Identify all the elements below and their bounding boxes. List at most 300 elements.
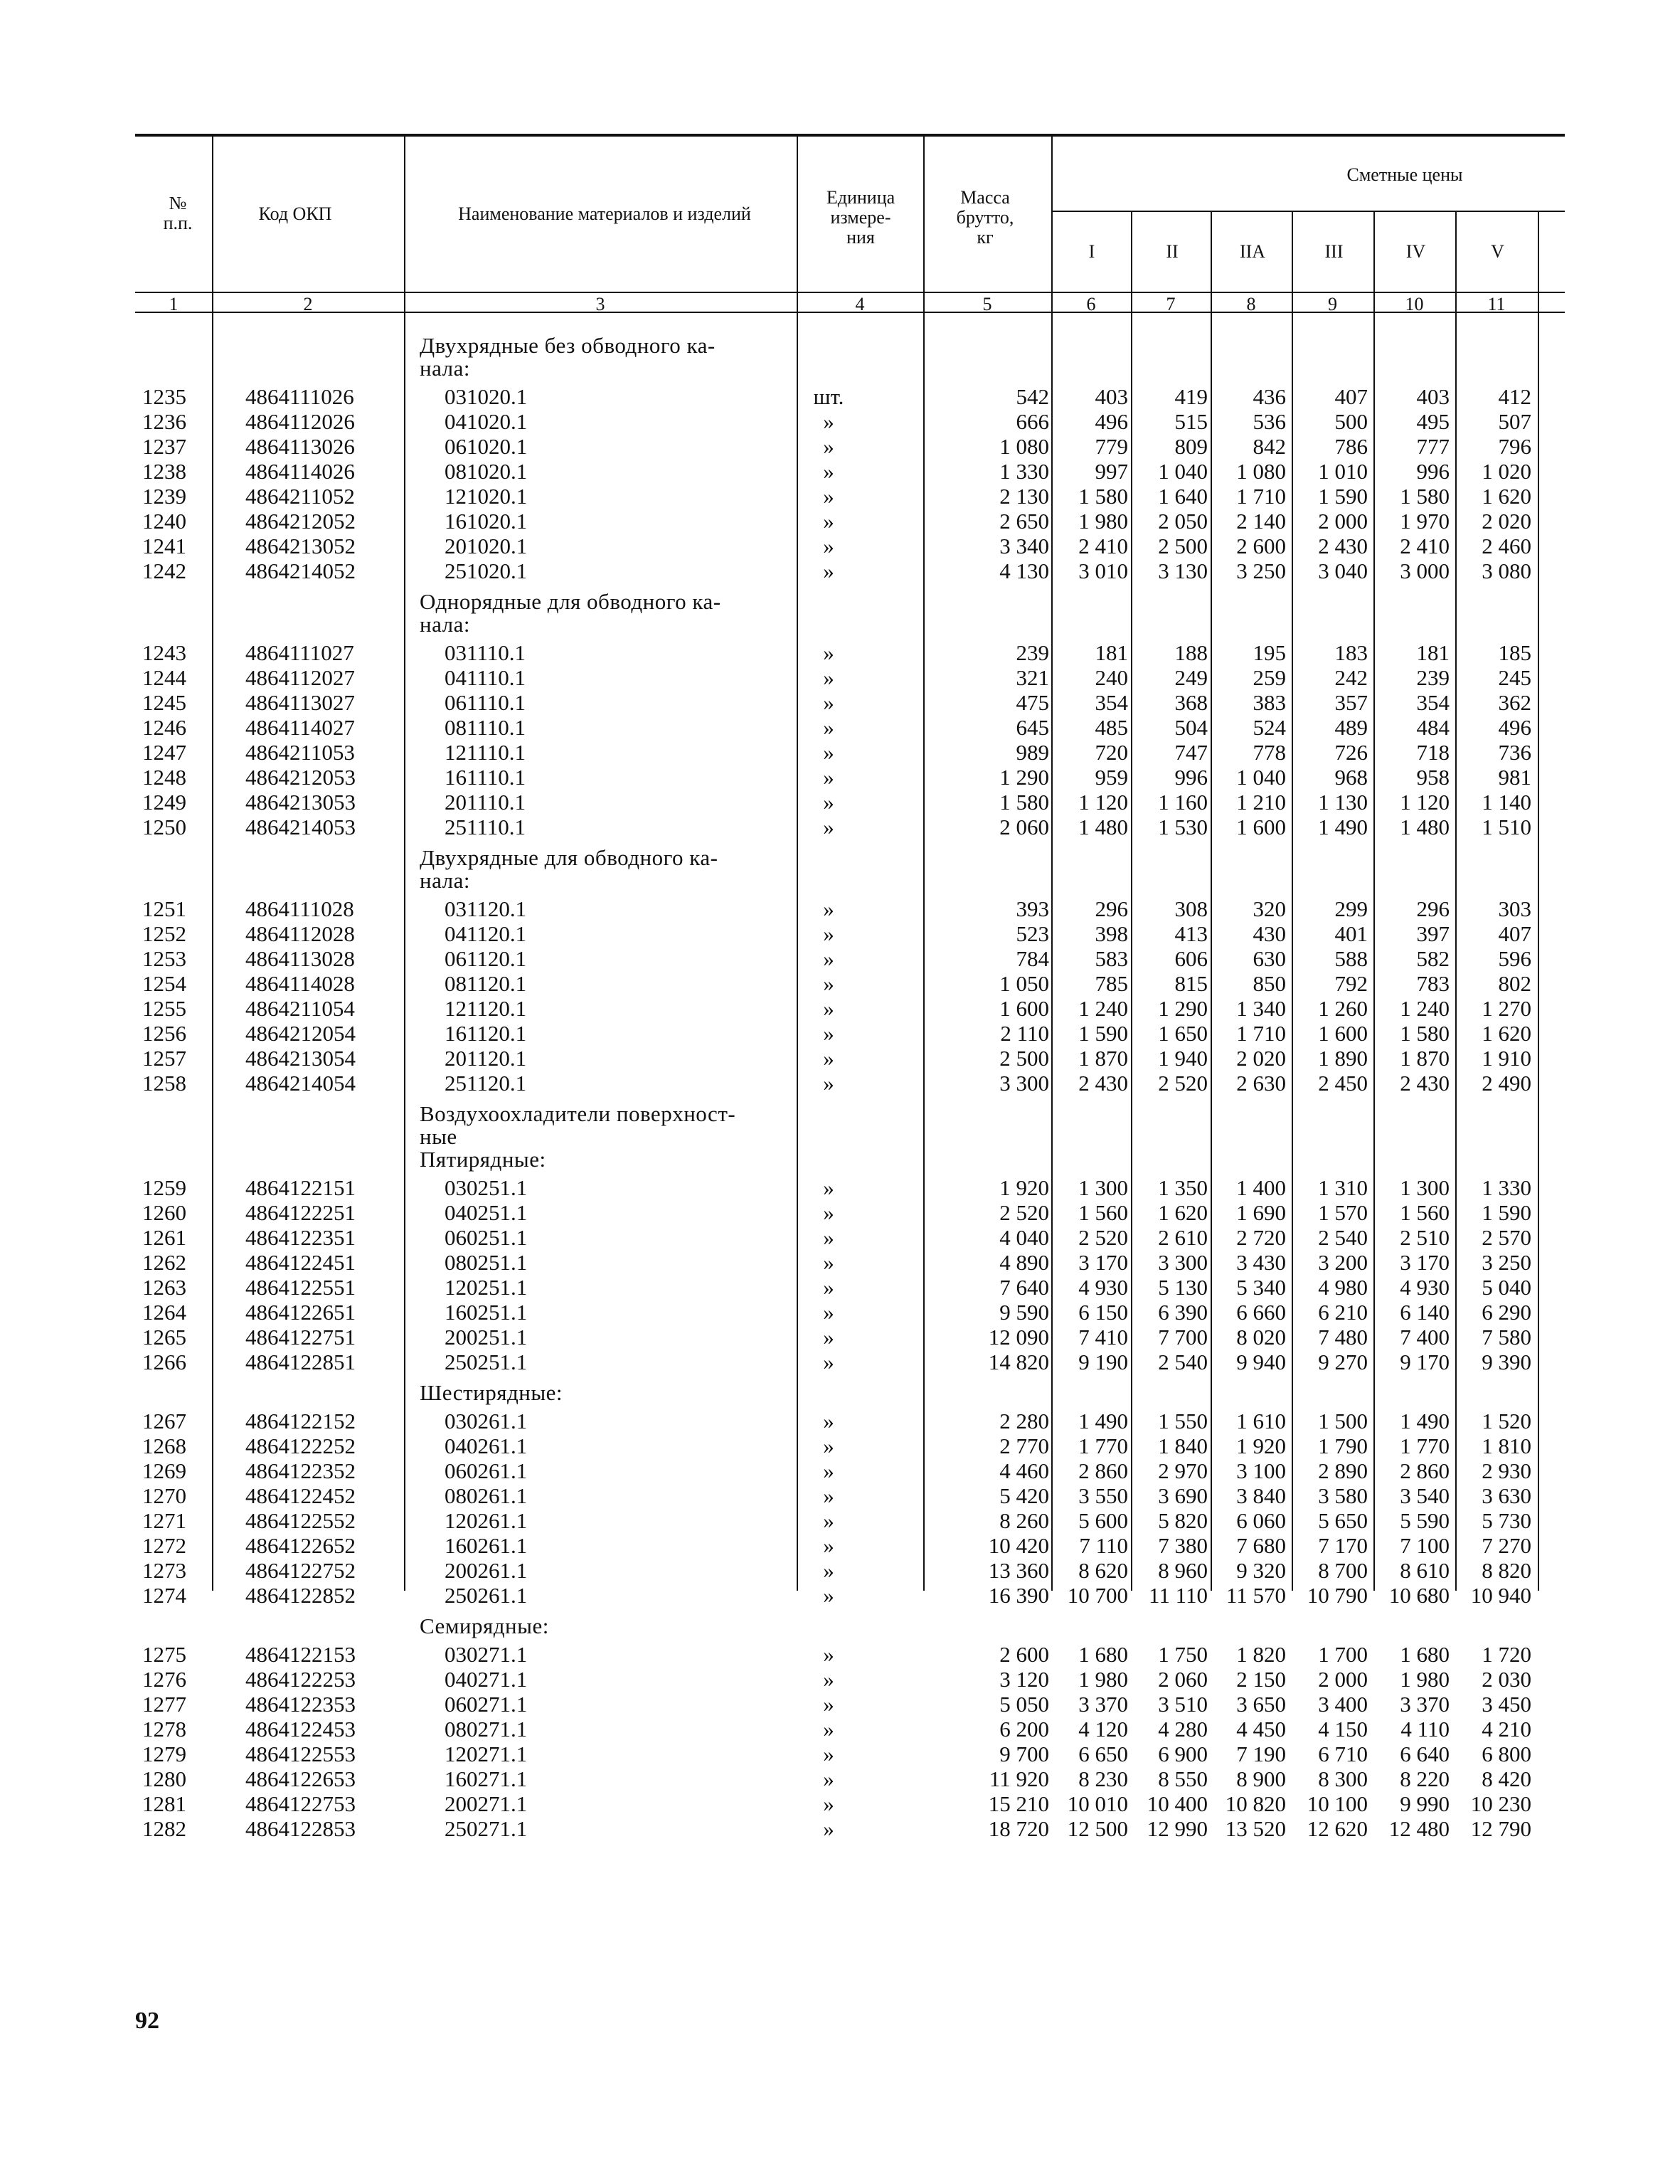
row-price-3: 9 940 — [1236, 1350, 1286, 1374]
row-price-1: 1 680 — [1078, 1642, 1128, 1667]
row-mass: 1 290 — [999, 765, 1049, 790]
row-name: 251020.1 — [445, 558, 528, 583]
section-title: Воздухоохладители поверхност- ные Пятирядные: — [420, 1101, 736, 1172]
row-price-1: 4 930 — [1078, 1275, 1128, 1300]
row-price-3: 1 080 — [1236, 459, 1286, 484]
table-row — [135, 690, 1565, 715]
row-code: 4864122453 — [245, 1717, 356, 1742]
row-price-5: 718 — [1416, 740, 1450, 765]
row-num: 1268 — [142, 1433, 186, 1458]
row-name: 080271.1 — [445, 1717, 528, 1742]
row-unit: » — [823, 1766, 834, 1791]
row-price-4: 401 — [1334, 921, 1368, 946]
row-name: 161120.1 — [445, 1021, 527, 1046]
row-price-2: 8 960 — [1158, 1558, 1208, 1583]
row-code: 4864113026 — [245, 434, 355, 459]
row-price-3: 2 600 — [1236, 534, 1286, 558]
row-price-2: 606 — [1174, 946, 1208, 971]
header-unit: Единица измере- ния — [826, 187, 895, 248]
row-unit: » — [823, 946, 834, 971]
row-price-2: 2 050 — [1158, 509, 1208, 534]
row-price-6: 4 210 — [1482, 1717, 1531, 1742]
row-price-5: 397 — [1416, 921, 1450, 946]
row-price-2: 1 290 — [1158, 996, 1208, 1021]
row-price-6: 3 450 — [1482, 1692, 1531, 1717]
row-price-1: 2 520 — [1078, 1225, 1128, 1250]
row-name: 201020.1 — [445, 534, 528, 558]
row-price-1: 3 550 — [1078, 1483, 1128, 1508]
row-price-3: 8 020 — [1236, 1325, 1286, 1350]
row-price-6: 7 580 — [1482, 1325, 1531, 1350]
row-price-6: 596 — [1498, 946, 1531, 971]
row-price-2: 1 650 — [1158, 1021, 1208, 1046]
colnum-6: 6 — [1086, 294, 1096, 314]
row-price-3: 536 — [1253, 409, 1286, 434]
row-name: 120251.1 — [445, 1275, 528, 1300]
row-price-5: 4 930 — [1400, 1275, 1450, 1300]
row-mass: 321 — [1016, 665, 1049, 690]
row-code: 4864212054 — [245, 1021, 356, 1046]
row-price-2: 1 840 — [1158, 1433, 1208, 1458]
row-num: 1277 — [142, 1692, 186, 1717]
table-row — [135, 484, 1565, 509]
row-mass: 8 260 — [999, 1508, 1049, 1533]
colnum-10: 10 — [1405, 294, 1424, 314]
row-num: 1272 — [142, 1533, 186, 1558]
row-code: 4864212052 — [245, 509, 356, 534]
row-price-6: 245 — [1498, 665, 1531, 690]
row-price-1: 8 620 — [1078, 1558, 1128, 1583]
row-code: 4864122653 — [245, 1766, 356, 1791]
row-price-4: 1 570 — [1318, 1200, 1368, 1225]
table-row — [135, 1046, 1565, 1071]
row-price-6: 1 590 — [1482, 1200, 1531, 1225]
row-unit: » — [823, 1667, 834, 1692]
row-code: 4864113028 — [245, 946, 355, 971]
row-num: 1240 — [142, 509, 186, 534]
row-price-2: 11 110 — [1149, 1583, 1208, 1608]
row-price-5: 1 560 — [1400, 1200, 1450, 1225]
row-price-5: 8 220 — [1400, 1766, 1450, 1791]
row-price-5: 783 — [1416, 971, 1450, 996]
row-price-6: 736 — [1498, 740, 1531, 765]
row-name: 031110.1 — [445, 640, 526, 665]
row-price-4: 10 100 — [1307, 1791, 1368, 1816]
section-title: Шестирядные: — [420, 1380, 563, 1405]
row-mass: 1 080 — [999, 434, 1049, 459]
table-row — [135, 1021, 1565, 1046]
row-price-2: 809 — [1174, 434, 1208, 459]
row-name: 200261.1 — [445, 1558, 528, 1583]
row-price-5: 8 610 — [1400, 1558, 1450, 1583]
row-unit: » — [823, 1071, 834, 1096]
row-price-4: 4 150 — [1318, 1717, 1368, 1742]
row-price-4: 792 — [1334, 971, 1368, 996]
row-price-3: 13 520 — [1225, 1816, 1286, 1841]
row-unit: » — [823, 1409, 834, 1433]
row-mass: 989 — [1016, 740, 1049, 765]
row-mass: 6 200 — [999, 1717, 1049, 1742]
row-price-3: 1 600 — [1236, 815, 1286, 839]
row-price-1: 1 560 — [1078, 1200, 1128, 1225]
row-name: 201110.1 — [445, 790, 526, 815]
row-price-3: 2 720 — [1236, 1225, 1286, 1250]
row-unit: » — [823, 971, 834, 996]
row-mass: 2 060 — [999, 815, 1049, 839]
row-price-2: 249 — [1174, 665, 1208, 690]
row-price-3: 2 630 — [1236, 1071, 1286, 1096]
row-price-6: 1 510 — [1482, 815, 1531, 839]
row-unit: » — [823, 715, 834, 740]
row-price-6: 1 910 — [1482, 1046, 1531, 1071]
row-price-2: 3 690 — [1158, 1483, 1208, 1508]
row-mass: 5 050 — [999, 1692, 1049, 1717]
table-row — [135, 384, 1565, 409]
table-row — [135, 1458, 1565, 1483]
row-code: 4864122551 — [245, 1275, 356, 1300]
row-num: 1282 — [142, 1816, 186, 1841]
table-row — [135, 434, 1565, 459]
row-name: 040251.1 — [445, 1200, 528, 1225]
row-unit: » — [823, 996, 834, 1021]
row-code: 4864122251 — [245, 1200, 356, 1225]
header-prices: Сметные цены — [1346, 164, 1463, 185]
row-price-6: 507 — [1498, 409, 1531, 434]
row-code: 4864122352 — [245, 1458, 356, 1483]
row-price-4: 3 040 — [1318, 558, 1368, 583]
row-price-5: 12 480 — [1388, 1816, 1450, 1841]
row-unit: » — [823, 1508, 834, 1533]
row-price-6: 10 940 — [1470, 1583, 1531, 1608]
row-name: 061120.1 — [445, 946, 527, 971]
row-mass: 7 640 — [999, 1275, 1049, 1300]
row-name: 121110.1 — [445, 740, 526, 765]
row-num: 1239 — [142, 484, 186, 509]
colnum-9: 9 — [1328, 294, 1337, 314]
row-price-2: 5 820 — [1158, 1508, 1208, 1533]
row-price-3: 3 840 — [1236, 1483, 1286, 1508]
row-price-1: 779 — [1095, 434, 1128, 459]
row-price-5: 6 640 — [1400, 1742, 1450, 1766]
row-name: 200251.1 — [445, 1325, 528, 1350]
row-code: 4864214052 — [245, 558, 356, 583]
row-code: 4864122153 — [245, 1642, 356, 1667]
row-price-5: 5 590 — [1400, 1508, 1450, 1533]
row-price-5: 3 170 — [1400, 1250, 1450, 1275]
row-price-4: 1 700 — [1318, 1642, 1368, 1667]
row-price-1: 1 480 — [1078, 815, 1128, 839]
row-unit: » — [823, 434, 834, 459]
row-price-3: 8 900 — [1236, 1766, 1286, 1791]
table-header — [135, 134, 1565, 314]
row-num: 1260 — [142, 1200, 186, 1225]
row-price-5: 1 870 — [1400, 1046, 1450, 1071]
row-price-3: 7 190 — [1236, 1742, 1286, 1766]
row-price-4: 5 650 — [1318, 1508, 1368, 1533]
row-code: 4864122252 — [245, 1433, 356, 1458]
row-price-6: 2 020 — [1482, 509, 1531, 534]
row-price-6: 5 040 — [1482, 1275, 1531, 1300]
row-unit: » — [823, 921, 834, 946]
row-price-1: 1 870 — [1078, 1046, 1128, 1071]
row-price-2: 3 510 — [1158, 1692, 1208, 1717]
row-price-4: 2 450 — [1318, 1071, 1368, 1096]
row-name: 041120.1 — [445, 921, 527, 946]
row-price-5: 1 980 — [1400, 1667, 1450, 1692]
row-price-4: 1 310 — [1318, 1175, 1368, 1200]
table-row — [135, 996, 1565, 1021]
row-code: 4864212053 — [245, 765, 356, 790]
row-mass: 3 300 — [999, 1071, 1049, 1096]
row-num: 1252 — [142, 921, 186, 946]
row-price-3: 430 — [1253, 921, 1286, 946]
row-price-2: 188 — [1174, 640, 1208, 665]
row-price-3: 1 710 — [1236, 484, 1286, 509]
row-price-1: 7 410 — [1078, 1325, 1128, 1350]
row-price-3: 1 610 — [1236, 1409, 1286, 1433]
row-mass: 523 — [1016, 921, 1049, 946]
table-row — [135, 409, 1565, 434]
row-price-4: 1 890 — [1318, 1046, 1368, 1071]
row-num: 1257 — [142, 1046, 186, 1071]
row-num: 1258 — [142, 1071, 186, 1096]
row-price-5: 1 680 — [1400, 1642, 1450, 1667]
row-mass: 666 — [1016, 409, 1049, 434]
row-num: 1259 — [142, 1175, 186, 1200]
row-mass: 2 650 — [999, 509, 1049, 534]
row-unit: » — [823, 665, 834, 690]
row-mass: 2 280 — [999, 1409, 1049, 1433]
colnum-8: 8 — [1246, 294, 1256, 314]
row-price-1: 1 770 — [1078, 1433, 1128, 1458]
row-price-3: 1 400 — [1236, 1175, 1286, 1200]
row-price-6: 1 520 — [1482, 1409, 1531, 1433]
row-price-2: 308 — [1174, 896, 1208, 921]
row-name: 120271.1 — [445, 1742, 528, 1766]
row-price-4: 299 — [1334, 896, 1368, 921]
row-price-5: 7 400 — [1400, 1325, 1450, 1350]
row-code: 4864213053 — [245, 790, 356, 815]
row-price-6: 8 820 — [1482, 1558, 1531, 1583]
row-code: 4864214054 — [245, 1071, 356, 1096]
row-price-1: 7 110 — [1079, 1533, 1128, 1558]
row-num: 1265 — [142, 1325, 186, 1350]
row-num: 1276 — [142, 1667, 186, 1692]
row-price-3: 778 — [1253, 740, 1286, 765]
row-price-6: 7 270 — [1482, 1533, 1531, 1558]
row-num: 1237 — [142, 434, 186, 459]
row-price-2: 1 750 — [1158, 1642, 1208, 1667]
row-price-5: 181 — [1416, 640, 1450, 665]
row-num: 1250 — [142, 815, 186, 839]
row-price-5: 3 000 — [1400, 558, 1450, 583]
row-code: 4864122553 — [245, 1742, 356, 1766]
row-mass: 4 040 — [999, 1225, 1049, 1250]
row-price-5: 4 110 — [1400, 1717, 1450, 1742]
row-name: 040271.1 — [445, 1667, 528, 1692]
row-price-5: 7 100 — [1400, 1533, 1450, 1558]
table-row — [135, 1508, 1565, 1533]
row-num: 1235 — [142, 384, 186, 409]
row-code: 4864122351 — [245, 1225, 356, 1250]
row-price-4: 726 — [1334, 740, 1368, 765]
row-price-2: 1 940 — [1158, 1046, 1208, 1071]
row-name: 251110.1 — [445, 815, 526, 839]
table-row — [135, 971, 1565, 996]
row-price-6: 981 — [1498, 765, 1531, 790]
row-mass: 475 — [1016, 690, 1049, 715]
row-code: 4864122452 — [245, 1483, 356, 1508]
table-row — [135, 921, 1565, 946]
row-price-5: 1 480 — [1400, 815, 1450, 839]
header-name: Наименование материалов и изделий — [458, 203, 751, 224]
row-price-1: 2 430 — [1078, 1071, 1128, 1096]
row-price-3: 5 340 — [1236, 1275, 1286, 1300]
row-unit: » — [823, 1325, 834, 1350]
row-num: 1278 — [142, 1717, 186, 1742]
row-num: 1255 — [142, 996, 186, 1021]
row-price-3: 630 — [1253, 946, 1286, 971]
row-price-2: 2 520 — [1158, 1071, 1208, 1096]
row-price-4: 6 710 — [1318, 1742, 1368, 1766]
row-price-3: 2 020 — [1236, 1046, 1286, 1071]
row-price-5: 582 — [1416, 946, 1450, 971]
row-price-1: 398 — [1095, 921, 1128, 946]
header-price-1: I — [1088, 241, 1095, 262]
row-price-5: 1 120 — [1400, 790, 1450, 815]
row-name: 201120.1 — [445, 1046, 527, 1071]
row-name: 080261.1 — [445, 1483, 528, 1508]
row-price-2: 996 — [1174, 765, 1208, 790]
row-price-5: 996 — [1416, 459, 1450, 484]
row-price-1: 997 — [1095, 459, 1128, 484]
row-price-1: 5 600 — [1078, 1508, 1128, 1533]
row-num: 1251 — [142, 896, 186, 921]
row-price-4: 6 210 — [1318, 1300, 1368, 1325]
row-mass: 16 390 — [988, 1583, 1049, 1608]
row-unit: » — [823, 1225, 834, 1250]
table-row — [135, 1300, 1565, 1325]
row-mass: 1 580 — [999, 790, 1049, 815]
row-num: 1244 — [142, 665, 186, 690]
row-price-6: 2 930 — [1482, 1458, 1531, 1483]
row-name: 250261.1 — [445, 1583, 528, 1608]
table-row — [135, 1071, 1565, 1096]
row-name: 121020.1 — [445, 484, 528, 509]
row-name: 250271.1 — [445, 1816, 528, 1841]
row-price-2: 8 550 — [1158, 1766, 1208, 1791]
row-price-3: 320 — [1253, 896, 1286, 921]
colnum-7: 7 — [1166, 294, 1176, 314]
row-price-1: 3 370 — [1078, 1692, 1128, 1717]
row-price-4: 786 — [1334, 434, 1368, 459]
row-num: 1267 — [142, 1409, 186, 1433]
row-price-3: 3 100 — [1236, 1458, 1286, 1483]
row-mass: 3 340 — [999, 534, 1049, 558]
row-mass: 784 — [1016, 946, 1049, 971]
colnum-3: 3 — [595, 294, 605, 314]
row-mass: 12 090 — [988, 1325, 1049, 1350]
colnum-5: 5 — [982, 294, 992, 314]
table-row — [135, 896, 1565, 921]
row-unit: » — [823, 1275, 834, 1300]
row-price-4: 1 790 — [1318, 1433, 1368, 1458]
table-row — [135, 558, 1565, 583]
row-num: 1248 — [142, 765, 186, 790]
row-mass: 645 — [1016, 715, 1049, 740]
row-price-2: 504 — [1174, 715, 1208, 740]
row-price-5: 9 990 — [1400, 1791, 1450, 1816]
row-unit: » — [823, 1458, 834, 1483]
row-price-6: 8 420 — [1482, 1766, 1531, 1791]
row-name: 030271.1 — [445, 1642, 528, 1667]
row-price-4: 968 — [1334, 765, 1368, 790]
row-price-6: 9 390 — [1482, 1350, 1531, 1374]
row-price-6: 1 620 — [1482, 484, 1531, 509]
row-price-1: 1 980 — [1078, 509, 1128, 534]
row-price-5: 1 580 — [1400, 1021, 1450, 1046]
row-code: 4864111026 — [245, 384, 354, 409]
row-price-2: 2 500 — [1158, 534, 1208, 558]
table-row — [135, 640, 1565, 665]
row-price-3: 9 320 — [1236, 1558, 1286, 1583]
row-price-3: 1 340 — [1236, 996, 1286, 1021]
row-price-3: 6 060 — [1236, 1508, 1286, 1533]
row-unit: » — [823, 1200, 834, 1225]
table-row — [135, 1642, 1565, 1667]
row-code: 4864113027 — [245, 690, 355, 715]
row-unit: » — [823, 740, 834, 765]
row-price-3: 524 — [1253, 715, 1286, 740]
table-row — [135, 534, 1565, 558]
table-row — [135, 1533, 1565, 1558]
row-price-2: 5 130 — [1158, 1275, 1208, 1300]
row-mass: 13 360 — [988, 1558, 1049, 1583]
row-code: 4864213052 — [245, 534, 356, 558]
row-name: 081120.1 — [445, 971, 527, 996]
row-price-3: 1 690 — [1236, 1200, 1286, 1225]
row-code: 4864122751 — [245, 1325, 356, 1350]
row-price-4: 2 000 — [1318, 509, 1368, 534]
row-name: 060251.1 — [445, 1225, 528, 1250]
row-code: 4864122151 — [245, 1175, 356, 1200]
row-code: 4864122353 — [245, 1692, 356, 1717]
row-num: 1245 — [142, 690, 186, 715]
row-price-6: 412 — [1498, 384, 1531, 409]
row-name: 250251.1 — [445, 1350, 528, 1374]
table-row — [135, 1175, 1565, 1200]
row-price-2: 4 280 — [1158, 1717, 1208, 1742]
row-price-6: 1 810 — [1482, 1433, 1531, 1458]
table-row — [135, 1409, 1565, 1433]
row-price-4: 407 — [1334, 384, 1368, 409]
table-row — [135, 459, 1565, 484]
row-price-4: 9 270 — [1318, 1350, 1368, 1374]
row-mass: 542 — [1016, 384, 1049, 409]
row-price-6: 1 020 — [1482, 459, 1531, 484]
row-price-6: 2 570 — [1482, 1225, 1531, 1250]
row-price-1: 1 120 — [1078, 790, 1128, 815]
row-code: 4864122552 — [245, 1508, 356, 1533]
row-name: 081020.1 — [445, 459, 528, 484]
row-price-5: 1 770 — [1400, 1433, 1450, 1458]
row-price-3: 1 820 — [1236, 1642, 1286, 1667]
table-row — [135, 815, 1565, 839]
row-price-5: 1 580 — [1400, 484, 1450, 509]
row-unit: » — [823, 790, 834, 815]
row-price-4: 3 400 — [1318, 1692, 1368, 1717]
row-mass: 1 920 — [999, 1175, 1049, 1200]
